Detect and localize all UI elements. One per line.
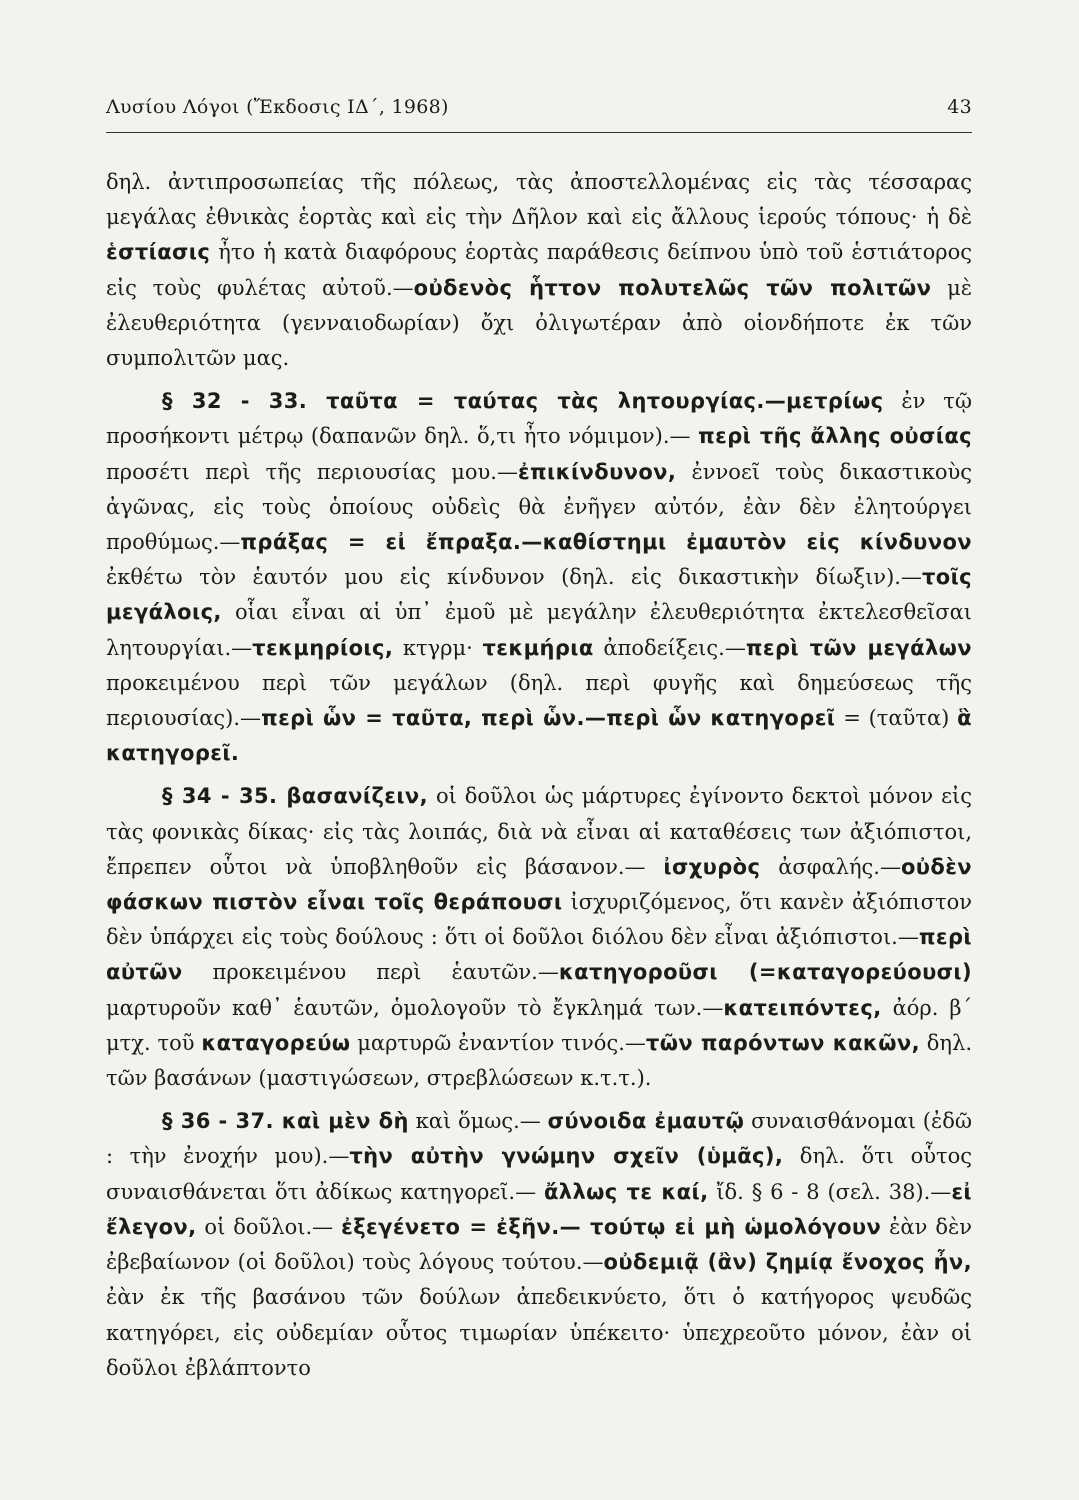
gloss-text: κτγρμ· bbox=[393, 635, 483, 660]
lemma-term: ταῦτα = ταύτας τὰς λητουργίας.—μετρίως bbox=[326, 389, 884, 414]
paragraph bbox=[106, 1104, 972, 1386]
gloss-text: προκειμένου περὶ ἑαυτῶν.— bbox=[182, 960, 559, 985]
gloss-text: ἐκθέτω τὸν ἑαυτόν μου εἰς κίνδυνον (δηλ. εἰς δικαστικὴν δίωξιν).— bbox=[106, 565, 922, 590]
lemma-term: ἐξεγένετο = ἐξῆν.— τούτῳ εἰ μὴ ὡμολόγουν bbox=[341, 1214, 882, 1239]
lemma-term: ἃ κατηγορεῖ. bbox=[106, 706, 972, 766]
lemma-term: περὶ τῆς ἄλλης οὐσίας bbox=[698, 424, 973, 449]
gloss-text: ἐὰν δὲν ἐβεβαίωνον (οἱ δοῦλοι) τοὺς λόγους τούτου.— bbox=[106, 1214, 972, 1275]
lemma-term: τοῖς μεγάλοις, bbox=[106, 565, 972, 625]
gloss-text: δηλ. ὅτι οὗτος συναισθάνεται ὅτι ἀδίκως κατηγορεῖ.— bbox=[106, 1144, 973, 1204]
commentary-text bbox=[106, 165, 972, 1386]
lemma-term: § 36 - 37. bbox=[162, 1109, 282, 1134]
lemma-term: καταγορεύω bbox=[201, 1030, 351, 1055]
lemma-term: § 34 - 35. bbox=[162, 784, 287, 809]
gloss-text: δηλ. τῶν βασάνων (μαστιγώσεων, στρεβλώσεων κ.τ.τ.). bbox=[106, 1030, 972, 1091]
page-number: 43 bbox=[947, 96, 972, 118]
paragraph bbox=[106, 165, 972, 376]
lemma-term: καὶ μὲν δὴ bbox=[281, 1109, 409, 1134]
lemma-term: βασανίζειν, bbox=[286, 784, 429, 809]
gloss-text: μαρτυρῶ ἐναντίον τινός.— bbox=[350, 1030, 646, 1055]
lemma-term: ἑστίασις bbox=[106, 240, 211, 265]
gloss-text: οἱ δοῦλοι ὡς μάρτυρες ἐγίνοντο δεκτοὶ μόνον εἰς τὰς φονικὰς δίκας· εἰς τὰς λοιπάς, διὰ νὰ εἶναι αἱ καταθέσεις των ἀξιόπιστοι, ἔπρεπεν οὗτοι νὰ ὑποβληθοῦν εἰς βάσανον.— bbox=[106, 784, 972, 879]
running-title: Λυσίου Λόγοι (Ἔκδοσις ΙΔ΄, 1968) bbox=[106, 96, 449, 118]
lemma-term: ἰσχυρὸς bbox=[663, 854, 761, 879]
gloss-text: καὶ ὅμως.— bbox=[408, 1109, 548, 1134]
gloss-text: μαρτυροῦν καθ᾽ ἑαυτῶν, ὁμολογοῦν τὸ ἔγκλημά των.— bbox=[106, 995, 724, 1020]
gloss-text: συναισθάνομαι (ἐδῶ : τὴν ἐνοχήν μου).— bbox=[106, 1109, 972, 1169]
gloss-text: ἀποδείξεις.— bbox=[593, 635, 746, 660]
gloss-text: οἱ δοῦλοι.— bbox=[196, 1214, 342, 1239]
gloss-text: ἦτο ἡ κατὰ διαφόρους ἑορτὰς παράθεσις δείπνου ὑπὸ τοῦ ἑστιάτορος εἰς τοὺς φυλέτας αὐτοῦ.— bbox=[106, 240, 972, 300]
lemma-term: ἐπικίνδυνον, bbox=[517, 459, 677, 484]
gloss-text: προκειμένου περὶ τῶν μεγάλων (δηλ. περὶ φυγῆς καὶ δημεύσεως τῆς περιουσίας).— bbox=[106, 670, 972, 731]
header-rule bbox=[106, 132, 972, 133]
paragraph bbox=[106, 779, 972, 1096]
lemma-term: περὶ τῶν μεγάλων bbox=[745, 635, 972, 660]
gloss-text: προσέτι περὶ τῆς περιουσίας μου.— bbox=[106, 459, 518, 484]
gloss-text: ἐὰν ἐκ τῆς βασάνου τῶν δούλων ἀπεδεικνύετο, ὅτι ὁ κατήγορος ψευδῶς κατηγόρει, εἰς οὐδεμίαν οὗτος τιμωρίαν ὑπέκειτο· ὑπεχρεοῦτο μόνον, ἐὰν οἱ δοῦλοι ἐβλάπτοντο bbox=[106, 1285, 972, 1380]
gloss-text: ἀόρ. β΄ μτχ. τοῦ bbox=[106, 995, 973, 1055]
lemma-term: σύνοιδα ἐμαυτῷ bbox=[547, 1109, 745, 1134]
lemma-term: πράξας = εἰ ἔπραξα.—καθίστημι ἐμαυτὸν εἰς κίνδυνον bbox=[240, 530, 972, 555]
lemma-term: τὴν αὐτὴν γνώμην σχεῖν (ὑμᾶς), bbox=[349, 1144, 784, 1169]
gloss-text: δηλ. ἀντιπροσωπείας τῆς πόλεως, τὰς ἀποστελλομένας εἰς τὰς τέσσαρας μεγάλας ἐθνικὰς ἑορτὰς καὶ εἰς τὴν Δῆλον καὶ εἰς ἄλλους ἱερούς τόπους· ἡ δὲ bbox=[106, 170, 972, 230]
lemma-term: εἰ ἔλεγον, bbox=[106, 1179, 972, 1239]
lemma-term: περὶ ὧν = ταῦτα, περὶ ὧν.—περὶ ὧν κατηγορεῖ bbox=[261, 706, 836, 731]
paragraph bbox=[106, 384, 972, 771]
lemma-term: τεκμήρια bbox=[482, 635, 594, 660]
lemma-term: κατειπόντες, bbox=[723, 995, 882, 1020]
lemma-term: τεκμηρίοις, bbox=[252, 635, 394, 660]
gloss-text: ἀσφαλής.— bbox=[760, 854, 901, 879]
gloss-text: ἐννοεῖ τοὺς δικαστικοὺς ἀγῶνας, εἰς τοὺς ὁποίους οὐδεὶς θὰ ἐνῆγεν αὐτόν, ἐὰν δὲν ἐλητούργει προθύμως.— bbox=[106, 459, 972, 555]
running-header bbox=[106, 96, 972, 128]
lemma-term: οὐδὲν φάσκων πιστὸν εἶναι τοῖς θεράπουσι bbox=[106, 854, 972, 915]
lemma-term: § 32 - 33. bbox=[162, 389, 327, 414]
lemma-term: κατηγοροῦσι (=καταγορεύουσι) bbox=[558, 960, 972, 985]
gloss-text: μὲ ἐλευθεριότητα (γενναιοδωρίαν) ὄχι ὀλιγωτέραν ἀπὸ οἱονδήποτε ἐκ τῶν συμπολιτῶν μας. bbox=[106, 275, 973, 371]
gloss-text: οἷαι εἶναι αἱ ὑπ᾽ ἐμοῦ μὲ μεγάλην ἐλευθεριότητα ἐκτελεσθεῖσαι λητουργίαι.— bbox=[106, 600, 972, 660]
lemma-term: οὐδεμιᾷ (ἂν) ζημίᾳ ἔνοχος ἦν, bbox=[603, 1250, 972, 1275]
gloss-text: = (ταῦτα) bbox=[835, 706, 958, 731]
lemma-term: τῶν παρόντων κακῶν, bbox=[645, 1030, 920, 1055]
gloss-text: ἰσχυριζόμενος, ὅτι κανὲν ἀξιόπιστον δὲν ὑπάρχει εἰς τοὺς δούλους : ὅτι οἱ δοῦλοι διόλου δὲν εἶναι ἀξιόπιστοι.— bbox=[106, 890, 972, 950]
lemma-term: οὐδενὸς ἧττον πολυτελῶς τῶν πολιτῶν bbox=[413, 275, 932, 300]
gloss-text: ἐν τῷ προσήκοντι μέτρῳ (δαπανῶν δηλ. ὅ,τι ἦτο νόμιμον).— bbox=[106, 389, 972, 449]
lemma-term: ἄλλως τε καί, bbox=[543, 1179, 709, 1204]
lemma-term: περὶ αὐτῶν bbox=[106, 925, 972, 985]
gloss-text: ἴδ. § 6 - 8 (σελ. 38).— bbox=[708, 1179, 952, 1204]
